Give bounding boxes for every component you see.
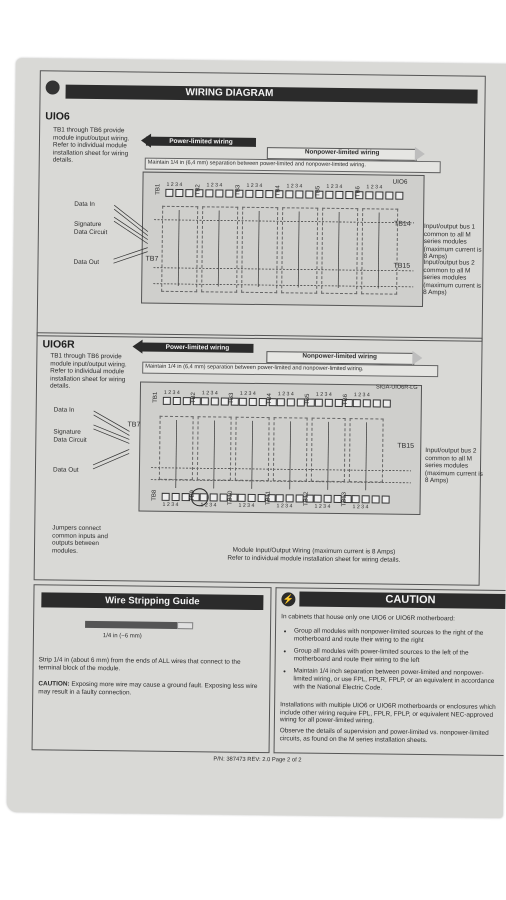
uio6-data-out: Data Out [73, 258, 100, 267]
terminal-screw [382, 496, 390, 504]
uio6r-tb7: TB7 [127, 421, 141, 429]
wire-line [93, 449, 129, 465]
terminal-screw [285, 190, 293, 198]
terminal-screw [324, 495, 332, 503]
terminal-block-label: TB4 [275, 185, 282, 197]
terminal-pin-numbers: 1 2 3 4 [246, 182, 263, 190]
caution-bullet-list [284, 627, 501, 698]
module-slot [281, 207, 318, 293]
terminal-block-label: TB9 [189, 490, 196, 502]
terminal-pin-numbers: 1 2 3 4 [314, 503, 331, 510]
terminal-block-label: TB2 [195, 184, 202, 196]
terminal-block-label: TB13 [341, 492, 348, 507]
uio6-power-limited-label: Power-limited wiring [146, 137, 256, 147]
uio6r-title: UIO6R [42, 338, 75, 351]
terminal-screw [363, 399, 371, 407]
caution-title: CAUTION [385, 593, 436, 607]
terminal-pin-numbers: 1 2 3 4 [353, 392, 370, 399]
wiring-diagram-banner: WIRING DIAGRAM [66, 85, 478, 104]
module-slot [349, 418, 384, 482]
uio6-nonpower-limited-label: Nonpower-limited wiring [304, 148, 380, 157]
terminal-pin-numbers: 1 2 3 4 [200, 502, 217, 509]
wire-stripped-end [177, 622, 193, 629]
module-slot [273, 417, 308, 481]
terminal-block-label: TB11 [265, 491, 272, 506]
terminal-screw [297, 398, 305, 406]
terminal-block-label: TB5 [315, 185, 322, 197]
terminal-pin-numbers: 1 2 3 4 [201, 390, 218, 397]
uio6-terminal-block [315, 183, 358, 206]
terminal-screw [265, 190, 273, 198]
caution-multi: Installations with multiple UIO6 or UIO6R motherboards or enclosures which include other wiring require FPL, FPLR, FPLP, or equivalent NEC-approved wiring for all power-limited wiring. [279, 701, 496, 725]
module-slot [197, 416, 232, 480]
terminal-pin-numbers: 1 2 3 4 [163, 389, 180, 397]
terminal-pin-numbers: 1 2 3 4 [352, 504, 369, 511]
terminal-block-label: TB8 [151, 489, 158, 501]
terminal-screw [255, 190, 263, 198]
terminal-block-label: TB3 [235, 184, 242, 196]
wire-line [93, 453, 129, 469]
terminal-pin-numbers: 1 2 3 4 [238, 502, 255, 509]
module-slot [361, 208, 398, 294]
module-slot [201, 206, 238, 292]
terminal-screw [365, 191, 373, 199]
terminal-screw [315, 399, 323, 407]
wire-line [114, 205, 148, 231]
terminal-screw [172, 493, 180, 501]
uio6-board-label: UIO6 [392, 178, 408, 186]
terminal-screw [276, 494, 284, 502]
uio6-description: TB1 through TB6 provide module input/output wiring. Refer to individual module installation sheet for wiring details. [52, 126, 130, 165]
terminal-screw [383, 400, 391, 408]
wire-line [93, 411, 129, 431]
terminal-screw [220, 494, 228, 502]
uio6r-signature-data-circuit: Signature Data Circuit [53, 428, 87, 444]
terminal-screw [277, 398, 285, 406]
terminal-pin-numbers: 1 2 3 4 [326, 183, 343, 190]
uio6r-jumpers-note: Jumpers connect common inputs and outputs between modules. [51, 524, 108, 555]
footer-part-number: P/N: 387473 REV: 2.0 Page 2 of 2 [213, 756, 302, 764]
caution-bullet: • Group all modules with nonpower-limited sources to the right of the motherboard and route their wiring to the right [294, 627, 501, 645]
terminal-screw [353, 399, 361, 407]
wire-line [114, 221, 148, 243]
terminal-screw [210, 493, 218, 501]
wire-strip-caution-label: CAUTION: [38, 680, 70, 688]
uio6-data-in: Data In [74, 200, 95, 208]
module-slot [161, 206, 198, 292]
terminal-screw [258, 494, 266, 502]
wire-strip-instruction: Strip 1/4 in (about 6 mm) from the ends of ALL wires that connect to the terminal block of the module. [38, 656, 241, 672]
wire-measure: 1/4 in (~6 mm) [102, 633, 142, 640]
caution-title-bar [299, 592, 505, 610]
terminal-block-screws [352, 495, 390, 503]
terminal-pin-numbers: 1 2 3 4 [166, 181, 183, 189]
wire-strip-caution-text: Exposing more wire may cause a ground fault. Exposing less wire may result in a faulty connection. [38, 680, 258, 697]
uio6-tb7: TB7 [145, 255, 159, 263]
terminal-pin-numbers: 1 2 3 4 [277, 391, 294, 398]
uio6r-power-limited-label: Power-limited wiring [141, 343, 253, 353]
uio6r-description: TB1 through TB6 provide module input/output wiring. Refer to individual module installation sheet for wiring details. [49, 352, 127, 391]
module-slot [159, 416, 194, 480]
terminal-screw [287, 398, 295, 406]
uio6r-footnote-2: Refer to individual module installation sheet for wiring details. [227, 554, 401, 564]
caution-intro: In cabinets that house only one UIO6 or UIO6R motherboard: [281, 613, 455, 623]
terminal-pin-numbers: 1 2 3 4 [286, 183, 303, 190]
module-slot [235, 417, 270, 481]
terminal-screw [335, 399, 343, 407]
uio6-tb15: TB15 [393, 262, 411, 270]
terminal-screw [173, 397, 181, 405]
uio6-separation-note: Maintain 1/4 in (6,4 mm) separation between power-limited and nonpower-limited wiring. [145, 158, 441, 173]
terminal-screw [248, 494, 256, 502]
terminal-screw [163, 397, 171, 405]
uio6-terminal-block [235, 182, 278, 205]
uio6r-top-terminal-block [342, 392, 386, 414]
terminal-screw [385, 192, 393, 200]
terminal-screw [238, 494, 246, 502]
terminal-screw [162, 493, 170, 501]
terminal-screw [295, 190, 303, 198]
uio6r-tb15: TB15 [397, 442, 415, 450]
wire-line [93, 429, 129, 443]
terminal-screw [259, 398, 267, 406]
terminal-screw [314, 495, 322, 503]
terminal-pin-numbers: 1 2 3 4 [239, 390, 256, 397]
terminal-block-label: TB6 [355, 186, 362, 198]
module-slot [321, 208, 358, 294]
terminal-screw [185, 189, 193, 197]
uio6r-bus2-note: Input/output bus 2 common to all M series modules (maximum current is 8 Amps) [424, 447, 483, 485]
wire-line [114, 217, 148, 239]
caution-icon: ⚡ [281, 592, 295, 606]
terminal-block-label: TB2 [190, 392, 197, 404]
terminal-block-label: TB1 [152, 391, 159, 403]
terminal-screw [362, 495, 370, 503]
terminal-screw [245, 190, 253, 198]
module-slot [311, 418, 346, 482]
terminal-screw [296, 494, 304, 502]
document-sheet [7, 58, 506, 818]
terminal-block-label: TB10 [227, 490, 234, 506]
terminal-screw [215, 189, 223, 197]
terminal-block-label: TB5 [304, 393, 311, 405]
terminal-screw [286, 494, 294, 502]
terminal-screw [395, 192, 403, 200]
terminal-pin-numbers: 1 2 3 4 [366, 184, 383, 191]
uio6-terminal-block [155, 181, 198, 204]
terminal-block-label: TB3 [228, 392, 235, 404]
terminal-screw [345, 191, 353, 199]
uio6-title: UIO6 [45, 110, 70, 123]
terminal-screw [183, 397, 191, 405]
wire-strip-caution [38, 680, 262, 698]
wire-line [114, 209, 148, 235]
uio6-terminal-block [275, 183, 318, 205]
uio6-bus1-note: Input/output bus 1 common to all M series modules (maximum current is 8 Amps) [423, 222, 482, 261]
caution-observe: Observe the details of supervision and power-limited vs. nonpower-limited circuits, as found on the M series installation sheets. [279, 727, 489, 744]
terminal-screw [249, 398, 257, 406]
terminal-screw [325, 191, 333, 199]
terminal-screw [201, 397, 209, 405]
terminal-pin-numbers: 1 2 3 4 [206, 182, 223, 189]
terminal-block-screws [365, 191, 403, 199]
terminal-screw [372, 495, 380, 503]
uio6r-nonpower-limited-label: Nonpower-limited wiring [302, 352, 377, 361]
terminal-screw [375, 191, 383, 199]
terminal-screw [205, 189, 213, 197]
terminal-screw [335, 191, 343, 199]
terminal-screw [211, 397, 219, 405]
terminal-screw [225, 190, 233, 198]
terminal-block-label: TB12 [303, 491, 310, 506]
terminal-screw [373, 399, 381, 407]
uio6r-data-in: Data In [53, 406, 75, 414]
terminal-block-label: TB6 [342, 394, 349, 406]
terminal-screw [239, 398, 247, 406]
uio6r-data-out: Data Out [52, 466, 79, 474]
terminal-screw [165, 189, 173, 197]
terminal-block-screws [353, 399, 391, 407]
caution-bullet: • Group all modules with power-limited sources to the left of the motherboard and route their wiring to the left [294, 648, 501, 666]
terminal-screw [175, 189, 183, 197]
terminal-screw [221, 398, 229, 406]
uio6r-bottom-terminal-block [341, 490, 384, 512]
terminal-pin-numbers: 1 2 3 4 [276, 503, 293, 510]
terminal-block-label: TB4 [266, 393, 273, 405]
uio6r-separation-note: Maintain 1/4 in (6,4 mm) separation between power-limited and nonpower-limited wiring. [142, 362, 438, 377]
terminal-pin-numbers: 1 2 3 4 [162, 501, 179, 509]
uio6r-part-label: SIGA-UIO6R-LG [375, 384, 418, 391]
terminal-screw [334, 495, 342, 503]
terminal-screw [352, 495, 360, 503]
uio6-signature-data-circuit: Signature Data Circuit [73, 220, 108, 236]
terminal-screw [305, 191, 313, 199]
uio6-tb14: TB14 [393, 220, 411, 228]
wire-stripping-title: Wire Stripping Guide [41, 592, 263, 610]
uio6-bus2-note: Input/output bus 2 common to all M series modules (maximum current is 8 Amps) [423, 258, 482, 297]
terminal-block-label: TB1 [155, 183, 162, 195]
terminal-pin-numbers: 1 2 3 4 [315, 391, 332, 398]
caution-bullet: • Maintain 1/4 inch separation between power-limited and nonpower-limited wiring, or use FPL, FPLR, FPLP, or an equivalent in accordance with the National Electric Code. [293, 668, 500, 693]
terminal-screw [182, 493, 190, 501]
module-slot [241, 207, 278, 293]
terminal-screw [200, 493, 208, 501]
terminal-screw [325, 399, 333, 407]
uio6-terminal-block [355, 184, 398, 206]
uio6r-footnote-1: Module Input/Output Wiring (maximum current is 8 Amps) [232, 546, 396, 556]
uio6-terminal-block [195, 182, 238, 204]
